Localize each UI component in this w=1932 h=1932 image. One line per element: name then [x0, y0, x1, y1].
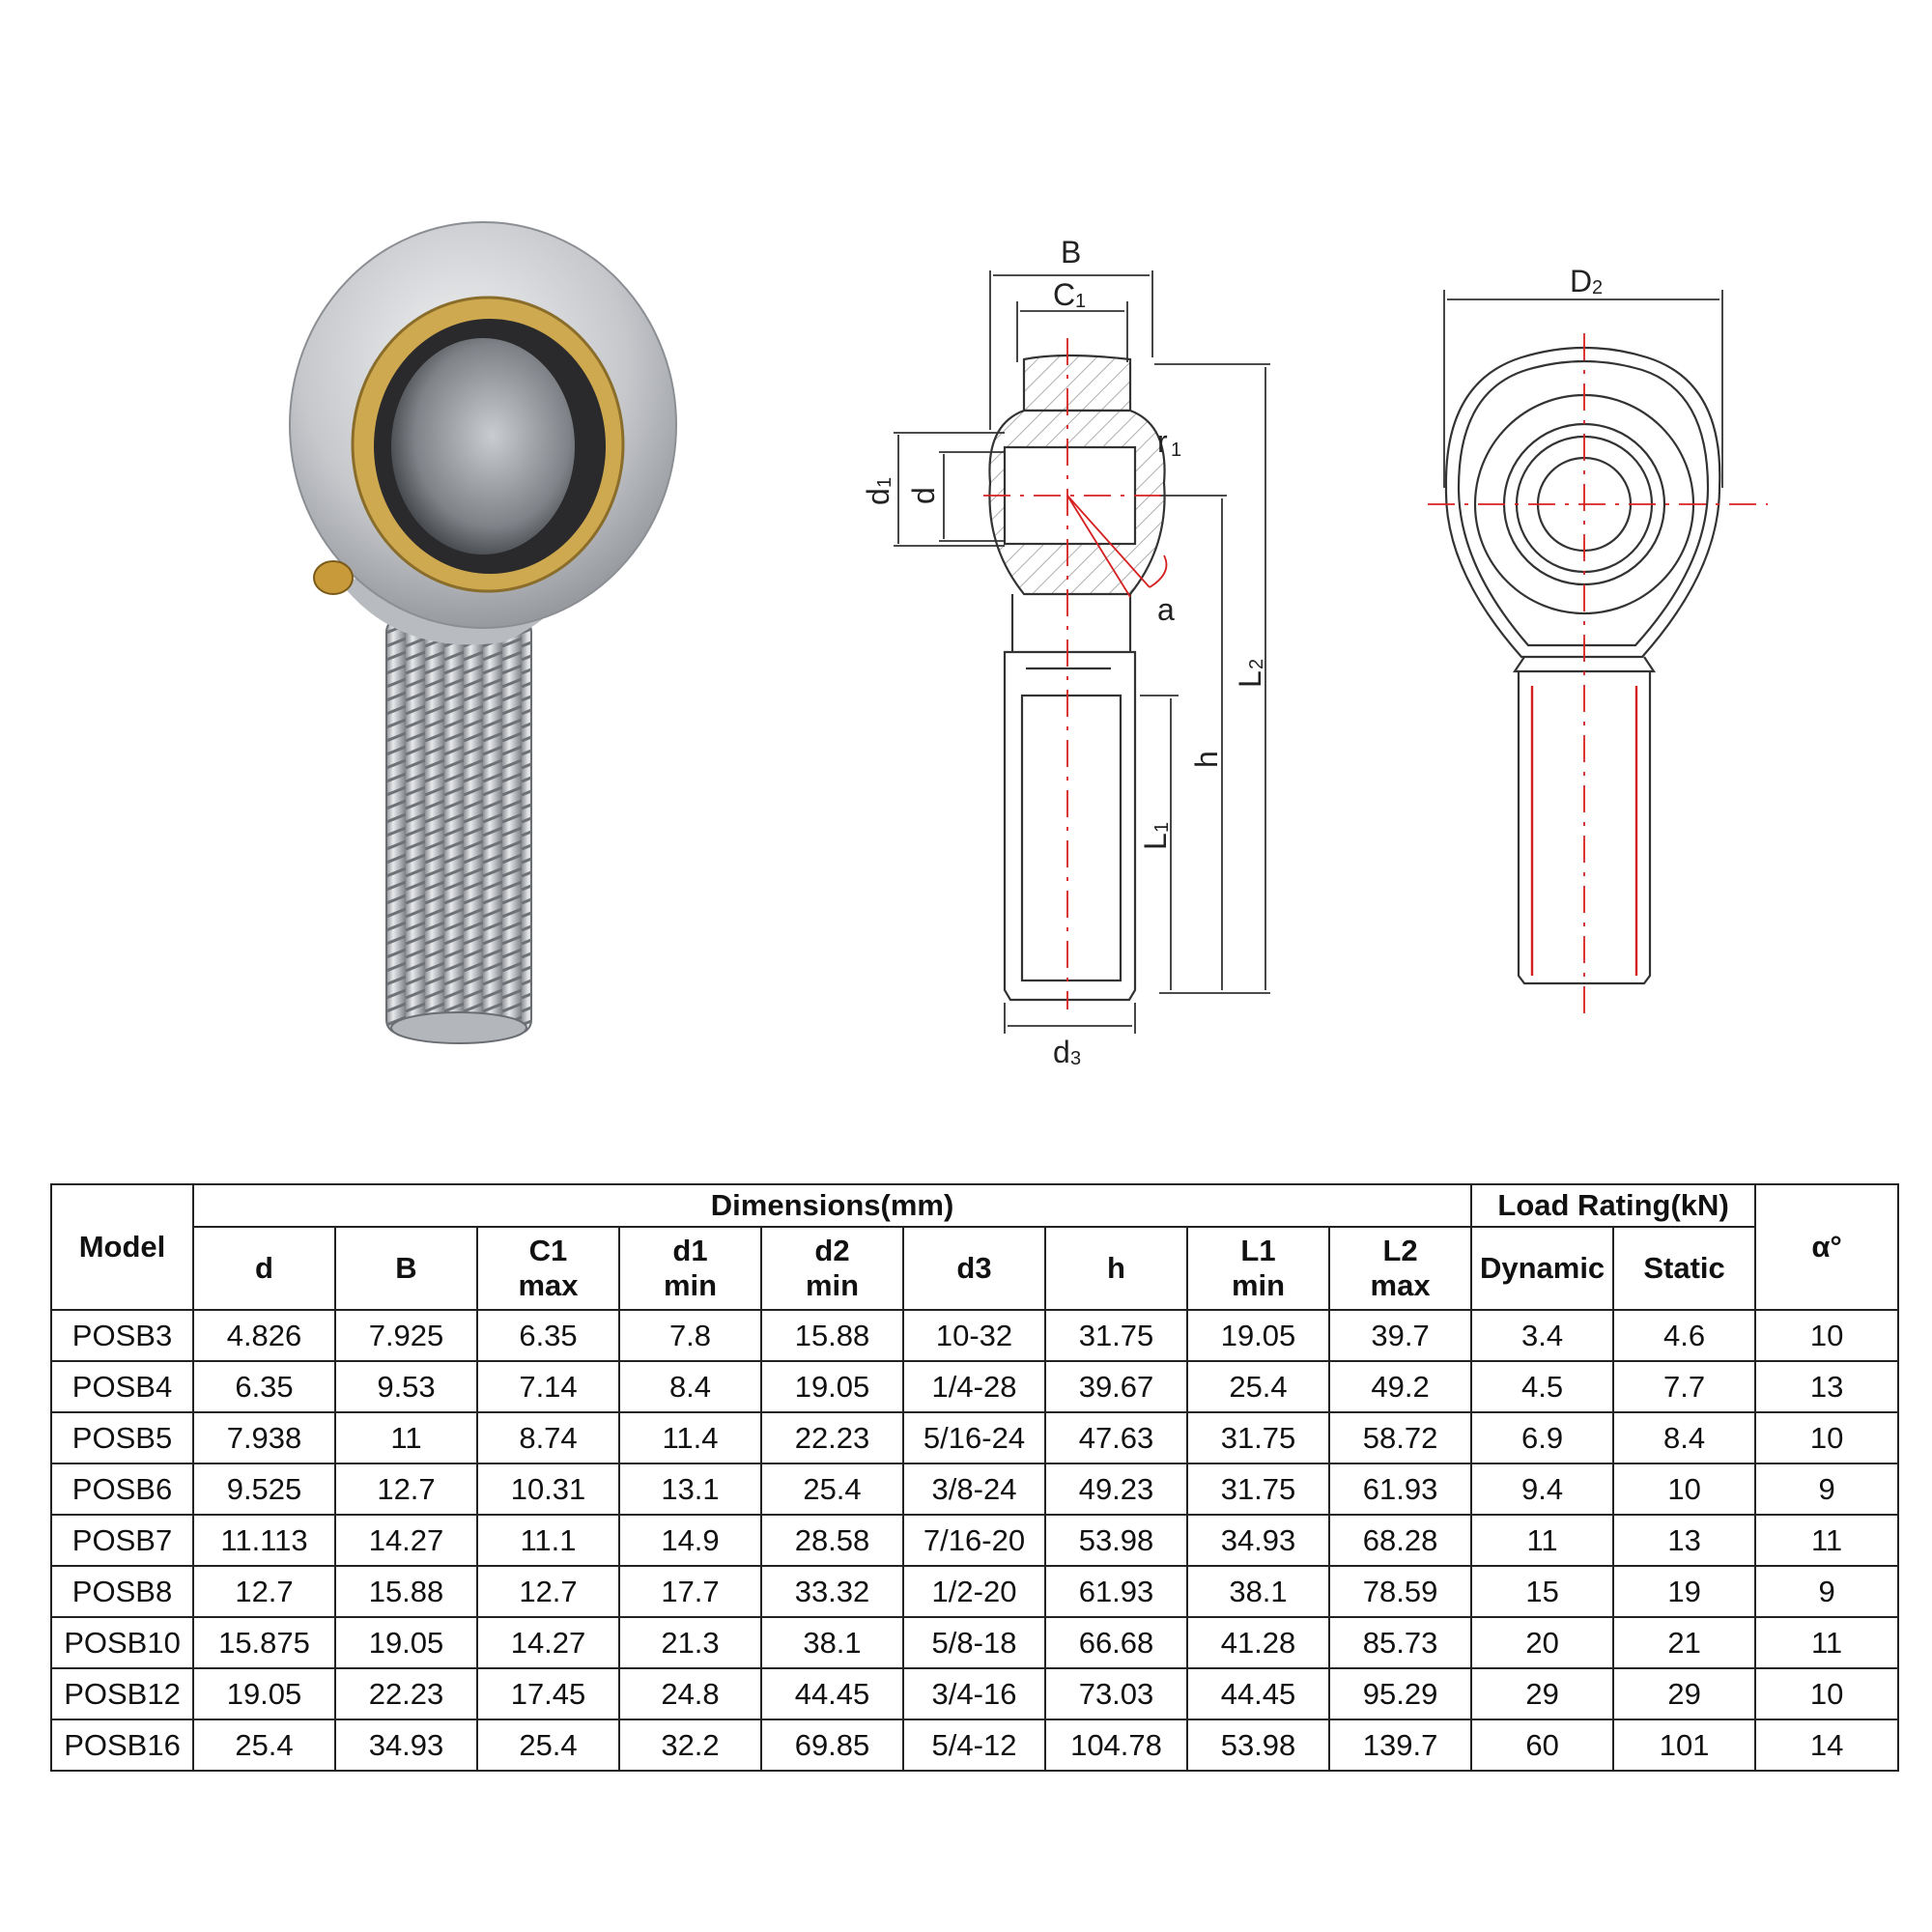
column-header-l1 — [1187, 1227, 1329, 1310]
value-cell: 11 — [1755, 1515, 1898, 1566]
value-cell: 61.93 — [1045, 1566, 1187, 1617]
value-cell: 39.67 — [1045, 1361, 1187, 1412]
value-cell: 10 — [1755, 1668, 1898, 1719]
column-header-label: h — [1107, 1251, 1125, 1285]
value-cell: 10 — [1613, 1463, 1755, 1515]
value-cell: 15.88 — [335, 1566, 477, 1617]
label-d3-sub: 3 — [1070, 1048, 1082, 1069]
value-cell: 47.63 — [1045, 1412, 1187, 1463]
label-L1: L — [1138, 833, 1173, 850]
value-cell: 6.35 — [477, 1310, 619, 1361]
model-cell: POSB7 — [51, 1515, 193, 1566]
value-cell: 12.7 — [477, 1566, 619, 1617]
column-header-qualifier: min — [663, 1268, 718, 1302]
value-cell: 85.73 — [1329, 1617, 1471, 1668]
value-cell: 7.925 — [335, 1310, 477, 1361]
column-header-label: L2 — [1382, 1234, 1418, 1267]
label-d3: d — [1053, 1035, 1070, 1069]
value-cell: 31.75 — [1187, 1463, 1329, 1515]
value-cell: 22.23 — [335, 1668, 477, 1719]
value-cell: 6.35 — [193, 1361, 335, 1412]
table-row — [51, 1515, 1898, 1566]
table-body — [51, 1310, 1898, 1771]
value-cell: 61.93 — [1329, 1463, 1471, 1515]
value-cell: 66.68 — [1045, 1617, 1187, 1668]
value-cell: 68.28 — [1329, 1515, 1471, 1566]
value-cell: 5/8-18 — [903, 1617, 1045, 1668]
column-header-label: C1 — [528, 1234, 568, 1267]
value-cell: 10 — [1755, 1310, 1898, 1361]
column-header-qualifier: max — [1370, 1268, 1431, 1302]
label-L2: L — [1233, 670, 1267, 688]
drawing-labels — [861, 235, 1603, 1069]
column-header-label: d — [255, 1251, 273, 1285]
table-row — [51, 1463, 1898, 1515]
label-L2-sub: 2 — [1246, 658, 1267, 669]
label-d1: d — [861, 488, 895, 505]
value-cell: 21 — [1613, 1617, 1755, 1668]
value-cell: 29 — [1613, 1668, 1755, 1719]
value-cell: 14 — [1755, 1719, 1898, 1771]
column-header-d2 — [761, 1227, 903, 1310]
value-cell: 14.27 — [335, 1515, 477, 1566]
value-cell: 25.4 — [1187, 1361, 1329, 1412]
value-cell: 53.98 — [1045, 1515, 1187, 1566]
value-cell: 29 — [1471, 1668, 1613, 1719]
model-header: Model — [51, 1184, 193, 1310]
value-cell: 60 — [1471, 1719, 1613, 1771]
value-cell: 104.78 — [1045, 1719, 1187, 1771]
table-row — [51, 1617, 1898, 1668]
label-a: a — [1157, 592, 1175, 627]
value-cell: 10.31 — [477, 1463, 619, 1515]
column-header-qualifier: max — [518, 1268, 579, 1302]
value-cell: 41.28 — [1187, 1617, 1329, 1668]
value-cell: 34.93 — [335, 1719, 477, 1771]
model-cell: POSB10 — [51, 1617, 193, 1668]
label-r1: r — [1157, 424, 1168, 459]
value-cell: 9.525 — [193, 1463, 335, 1515]
column-header-label: d2 — [814, 1234, 850, 1267]
value-cell: 12.7 — [335, 1463, 477, 1515]
alpha-header: α° — [1755, 1184, 1898, 1310]
value-cell: 8.4 — [619, 1361, 761, 1412]
label-D2: D — [1570, 264, 1593, 298]
column-header-label: d1 — [672, 1234, 708, 1267]
value-cell: 1/2-20 — [903, 1566, 1045, 1617]
value-cell: 19.05 — [761, 1361, 903, 1412]
label-B: B — [1061, 235, 1082, 270]
label-h: h — [1189, 751, 1224, 768]
value-cell: 17.7 — [619, 1566, 761, 1617]
value-cell: 25.4 — [477, 1719, 619, 1771]
value-cell: 3.4 — [1471, 1310, 1613, 1361]
value-cell: 13 — [1755, 1361, 1898, 1412]
label-C1: C — [1053, 277, 1076, 312]
value-cell: 44.45 — [761, 1668, 903, 1719]
column-header-qualifier: min — [1231, 1268, 1286, 1302]
model-cell: POSB12 — [51, 1668, 193, 1719]
model-cell: POSB16 — [51, 1719, 193, 1771]
label-d1-sub: 1 — [874, 476, 895, 488]
value-cell: 9.53 — [335, 1361, 477, 1412]
value-cell: 38.1 — [1187, 1566, 1329, 1617]
column-header-dynamic: Dynamic — [1471, 1227, 1613, 1310]
column-header-d3 — [903, 1227, 1045, 1310]
value-cell: 8.74 — [477, 1412, 619, 1463]
value-cell: 11 — [1471, 1515, 1613, 1566]
value-cell: 5/16-24 — [903, 1412, 1045, 1463]
value-cell: 15.88 — [761, 1310, 903, 1361]
value-cell: 31.75 — [1187, 1412, 1329, 1463]
value-cell: 3/8-24 — [903, 1463, 1045, 1515]
value-cell: 12.7 — [193, 1566, 335, 1617]
value-cell: 25.4 — [761, 1463, 903, 1515]
value-cell: 7/16-20 — [903, 1515, 1045, 1566]
column-header-label: d3 — [956, 1251, 992, 1285]
table-row — [51, 1310, 1898, 1361]
model-cell: POSB8 — [51, 1566, 193, 1617]
model-cell: POSB4 — [51, 1361, 193, 1412]
value-cell: 11.1 — [477, 1515, 619, 1566]
value-cell: 8.4 — [1613, 1412, 1755, 1463]
label-L1-sub: 1 — [1151, 821, 1173, 833]
table-row — [51, 1566, 1898, 1617]
value-cell: 24.8 — [619, 1668, 761, 1719]
value-cell: 14.27 — [477, 1617, 619, 1668]
value-cell: 22.23 — [761, 1412, 903, 1463]
value-cell: 33.32 — [761, 1566, 903, 1617]
value-cell: 53.98 — [1187, 1719, 1329, 1771]
column-header-d1 — [619, 1227, 761, 1310]
value-cell: 19.05 — [1187, 1310, 1329, 1361]
column-header-c1 — [477, 1227, 619, 1310]
value-cell: 13.1 — [619, 1463, 761, 1515]
value-cell: 39.7 — [1329, 1310, 1471, 1361]
value-cell: 28.58 — [761, 1515, 903, 1566]
value-cell: 58.72 — [1329, 1412, 1471, 1463]
value-cell: 19 — [1613, 1566, 1755, 1617]
table-row — [51, 1719, 1898, 1771]
value-cell: 44.45 — [1187, 1668, 1329, 1719]
value-cell: 9 — [1755, 1566, 1898, 1617]
value-cell: 15.875 — [193, 1617, 335, 1668]
value-cell: 17.45 — [477, 1668, 619, 1719]
value-cell: 15 — [1471, 1566, 1613, 1617]
value-cell: 95.29 — [1329, 1668, 1471, 1719]
value-cell: 73.03 — [1045, 1668, 1187, 1719]
label-r1-sub: 1 — [1171, 440, 1182, 461]
value-cell: 6.9 — [1471, 1412, 1613, 1463]
value-cell: 11.113 — [193, 1515, 335, 1566]
value-cell: 78.59 — [1329, 1566, 1471, 1617]
value-cell: 20 — [1471, 1617, 1613, 1668]
column-header-qualifier: min — [805, 1268, 860, 1302]
model-cell: POSB6 — [51, 1463, 193, 1515]
table-row — [51, 1668, 1898, 1719]
value-cell: 11.4 — [619, 1412, 761, 1463]
value-cell: 4.5 — [1471, 1361, 1613, 1412]
value-cell: 31.75 — [1045, 1310, 1187, 1361]
column-header-label: B — [395, 1251, 417, 1285]
specification-table — [50, 1183, 1899, 1772]
value-cell: 19.05 — [193, 1668, 335, 1719]
value-cell: 4.826 — [193, 1310, 335, 1361]
load-rating-group-header: Load Rating(kN) — [1471, 1184, 1755, 1227]
value-cell: 69.85 — [761, 1719, 903, 1771]
value-cell: 10-32 — [903, 1310, 1045, 1361]
column-header-d — [193, 1227, 335, 1310]
value-cell: 38.1 — [761, 1617, 903, 1668]
label-D2-sub: 2 — [1592, 277, 1604, 298]
model-cell: POSB3 — [51, 1310, 193, 1361]
column-header-l2 — [1329, 1227, 1471, 1310]
table-row — [51, 1412, 1898, 1463]
value-cell: 4.6 — [1613, 1310, 1755, 1361]
value-cell: 101 — [1613, 1719, 1755, 1771]
value-cell: 10 — [1755, 1412, 1898, 1463]
value-cell: 139.7 — [1329, 1719, 1471, 1771]
table-row — [51, 1361, 1898, 1412]
value-cell: 34.93 — [1187, 1515, 1329, 1566]
column-header-b — [335, 1227, 477, 1310]
front-view-drawing — [1446, 348, 1719, 983]
value-cell: 7.7 — [1613, 1361, 1755, 1412]
label-C1-sub: 1 — [1075, 291, 1087, 312]
value-cell: 49.2 — [1329, 1361, 1471, 1412]
value-cell: 32.2 — [619, 1719, 761, 1771]
value-cell: 13 — [1613, 1515, 1755, 1566]
value-cell: 9 — [1755, 1463, 1898, 1515]
value-cell: 11 — [335, 1412, 477, 1463]
column-header-label: L1 — [1240, 1234, 1276, 1267]
value-cell: 9.4 — [1471, 1463, 1613, 1515]
rod-end-photo — [290, 222, 676, 1043]
side-section-drawing — [989, 355, 1164, 1000]
label-d: d — [906, 487, 941, 504]
value-cell: 11 — [1755, 1617, 1898, 1668]
value-cell: 1/4-28 — [903, 1361, 1045, 1412]
dimensions-group-header: Dimensions(mm) — [193, 1184, 1471, 1227]
value-cell: 19.05 — [335, 1617, 477, 1668]
value-cell: 14.9 — [619, 1515, 761, 1566]
value-cell: 7.938 — [193, 1412, 335, 1463]
model-cell: POSB5 — [51, 1412, 193, 1463]
value-cell: 5/4-12 — [903, 1719, 1045, 1771]
value-cell: 21.3 — [619, 1617, 761, 1668]
value-cell: 3/4-16 — [903, 1668, 1045, 1719]
value-cell: 7.14 — [477, 1361, 619, 1412]
value-cell: 7.8 — [619, 1310, 761, 1361]
column-header-h — [1045, 1227, 1187, 1310]
value-cell: 49.23 — [1045, 1463, 1187, 1515]
column-header-static: Static — [1613, 1227, 1755, 1310]
value-cell: 25.4 — [193, 1719, 335, 1771]
